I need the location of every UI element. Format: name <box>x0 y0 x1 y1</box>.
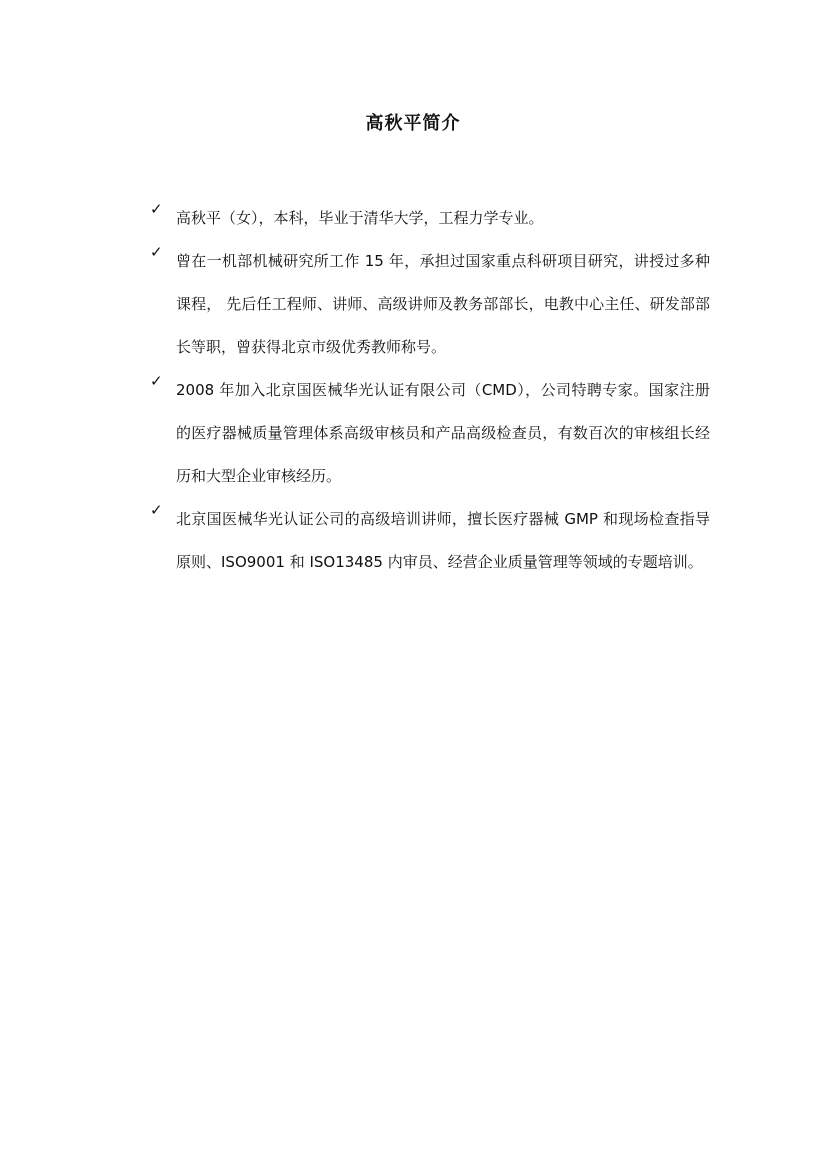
document-title: 高秋平简介 <box>365 113 461 134</box>
list-item <box>150 498 710 584</box>
checkmark-icon: ✓ <box>150 501 163 519</box>
list-item <box>150 369 710 498</box>
checkmark-icon: ✓ <box>150 200 163 218</box>
list-item-text: 北京国医械华光认证公司的高级培训讲师，擅长医疗器械 GMP 和现场检查指导原则、ISO9001 和 ISO13485 内审员、经营企业质量管理等领域的专题培训。 <box>176 510 710 571</box>
checkmark-icon: ✓ <box>150 243 163 261</box>
list-item-text: 曾在一机部机械研究所工作 15 年，承担过国家重点科研项目研究，讲授过多种课程， 先后任工程师、讲师、高级讲师及教务部部长，电教中心主任、研发部部长等职，曾获得北京市级优秀教师称号。 <box>176 252 710 356</box>
bio-list <box>150 197 710 584</box>
list-item <box>150 240 710 369</box>
list-item <box>150 197 710 240</box>
list-item-text: 高秋平（女），本科，毕业于清华大学，工程力学专业。 <box>176 209 544 227</box>
checkmark-icon: ✓ <box>150 372 163 390</box>
list-item-text: 2008 年加入北京国医械华光认证有限公司（CMD），公司特聘专家。国家注册的医疗器械质量管理体系高级审核员和产品高级检查员，有数百次的审核组长经历和大型企业审核经历。 <box>176 381 710 485</box>
